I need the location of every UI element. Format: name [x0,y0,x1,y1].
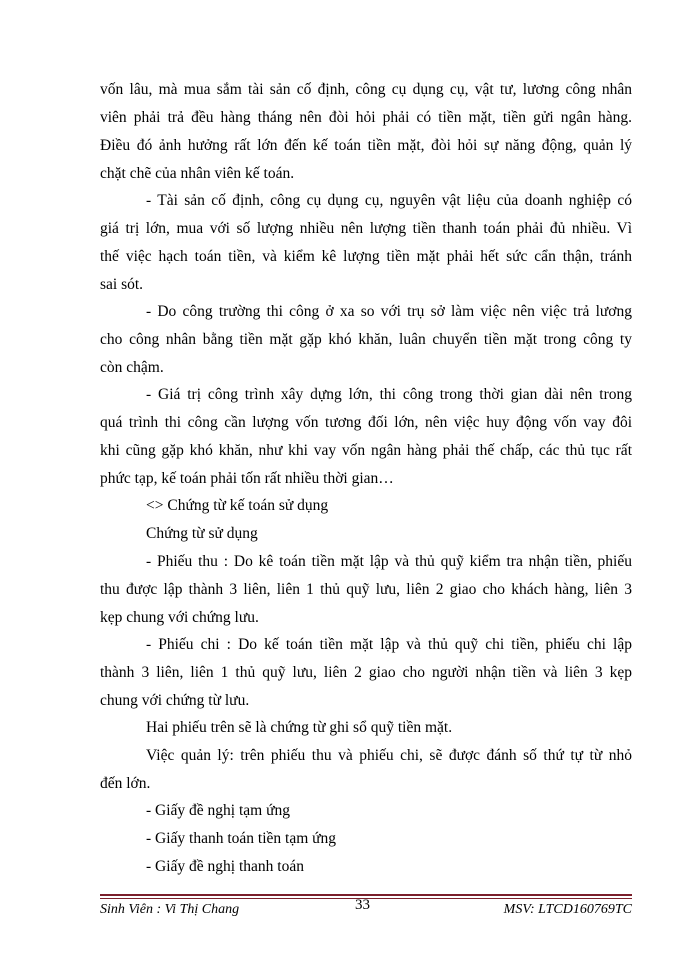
text-line: quá trình thi công cần lượng vốn tương đối lớn, nên việc huy động vốn vay đôi [100,414,632,431]
footer-student-id: MSV: LTCD160769TC [503,902,632,917]
text-line: - Phiếu chi : Do kế toán tiền mặt lập và thủ quỹ chi tiền, phiếu chi lập [146,636,632,653]
text-line: kẹp chung với chứng lưu. [100,609,259,626]
text-line: - Tài sản cố định, công cụ dụng cụ, nguyên vật liệu của doanh nghiệp có [146,192,632,209]
text-line: thành 3 liên, liên 1 thủ quỹ lưu, liên 2 giao cho người nhận tiền và liên 3 kẹp [100,664,632,681]
text-line: Điều đó ảnh hưởng rất lớn đến kế toán tiền mặt, đòi hỏi sự năng động, quản lý [100,137,632,154]
text-line: thu được lập thành 3 liên, liên 1 thủ quỹ lưu, liên 2 giao cho khách hàng, liên 3 [100,581,632,598]
footer-student-name: Sinh Viên : Vi Thị Chang [100,902,240,917]
list-item: - Giấy đề nghị tạm ứng [146,802,290,819]
text-line: - Giá trị công trình xây dựng lớn, thi công trong thời gian dài nên trong [146,386,632,403]
list-item: - Giấy thanh toán tiền tạm ứng [146,830,337,847]
text-line: viên phải trả đều hàng tháng nên đòi hỏi phải có tiền mặt, tiền gửi ngân hàng. [100,109,632,126]
text-line: vốn lâu, mà mua sắm tài sản cố định, công cụ dụng cụ, vật tư, lương công nhân [100,81,632,98]
text-line: - Phiếu thu : Do kê toán tiền mặt lập và thủ quỹ kiểm tra nhận tiền, phiếu [146,553,632,570]
text-line: giá trị lớn, mua với số lượng nhiều nên lượng tiền thanh toán phải đủ nhiều. Vì [100,220,632,237]
text-line: khi cũng gặp khó khăn, như khi vay vốn ngân hàng phải thế chấp, các thủ tục rất [100,442,632,459]
page-number: 33 [355,897,370,913]
text-line: Việc quản lý: trên phiếu thu và phiếu chi, sẽ được đánh số thứ tự từ nhỏ [146,747,632,764]
text-line: chung với chứng từ lưu. [100,692,250,709]
text-line: thế việc hạch toán tiền, và kiểm kê lượng tiền mặt phải hết sức cẩn thận, tránh [100,248,632,265]
section-heading: <> Chứng từ kế toán sử dụng [146,497,329,514]
list-item: - Giấy đề nghị thanh toán [146,858,304,875]
text-line: - Do công trường thi công ở xa so với trụ sở làm việc nên việc trả lương [146,303,632,320]
text-line: cho công nhân bằng tiền mặt gặp khó khăn, luân chuyển tiền mặt trong công ty [100,331,632,348]
text-line: chặt chẽ của nhân viên kế toán. [100,165,295,182]
text-line: còn chậm. [100,359,164,376]
subheading: Chứng từ sử dụng [146,525,258,542]
text-line: phức tạp, kế toán phải tốn rất nhiều thời gian… [100,470,394,487]
text-line: sai sót. [100,276,144,293]
text-line: Hai phiếu trên sẽ là chứng từ ghi sổ quỹ tiền mặt. [146,719,453,736]
text-line: đến lớn. [100,775,151,792]
